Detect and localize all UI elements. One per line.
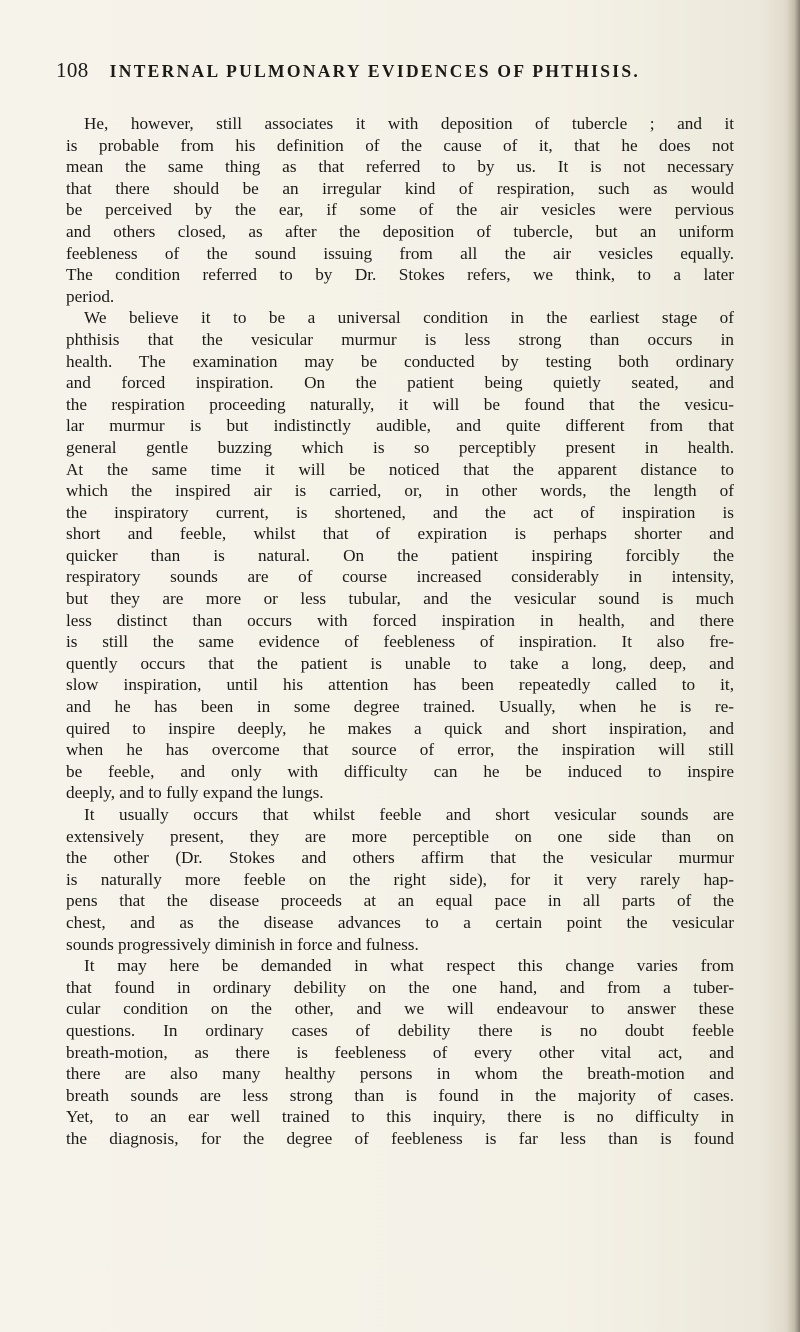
text-line: The condition referred to by Dr. Stokes refers, we think, to a later bbox=[66, 265, 734, 285]
text-line: extensively present, they are more perceptible on one side than on bbox=[66, 826, 734, 846]
page-header bbox=[56, 58, 756, 88]
text-line: and forced inspiration. On the patient being quietly seated, and bbox=[66, 373, 734, 393]
text-line: pens that the disease proceeds at an equal pace in all parts of the bbox=[66, 891, 734, 911]
text-line: Yet, to an ear well trained to this inquiry, there is no difficulty in bbox=[66, 1107, 734, 1127]
text-line: mean the same thing as that referred to by us. It is not necessary bbox=[66, 157, 734, 177]
text-line: and others closed, as after the deposition of tubercle, but an uniform bbox=[66, 221, 734, 241]
text-line: feebleness of the sound issuing from all the air vesicles equally. bbox=[66, 243, 734, 263]
text-line: respiratory sounds are of course increased considerably in intensity, bbox=[66, 567, 734, 587]
text-line: He, however, still associates it with deposition of tubercle ; and it bbox=[84, 114, 734, 133]
text-line: It may here be demanded in what respect this change varies from bbox=[84, 956, 734, 976]
text-line: slow inspiration, until his attention has been repeatedly called to it, bbox=[66, 675, 734, 695]
text-line: is naturally more feeble on the right side), for it very rarely hap- bbox=[66, 869, 734, 889]
text-line: which the inspired air is carried, or, in other words, the length of bbox=[66, 481, 734, 501]
text-line: cular condition on the other, and we will endeavour to answer these bbox=[66, 999, 734, 1019]
text-line: health. The examination may be conducted by testing both ordinary bbox=[66, 351, 734, 371]
text-line: deeply, and to fully expand the lungs. bbox=[66, 783, 324, 803]
text-line: We believe it to be a universal condition in the earliest stage of bbox=[84, 308, 734, 328]
text-line: period. bbox=[66, 286, 115, 306]
text-line: and he has been in some degree trained. Usually, when he is re- bbox=[66, 697, 734, 717]
text-line: quently occurs that the patient is unable to take a long, deep, and bbox=[66, 653, 734, 673]
page-edge-shadow bbox=[786, 0, 800, 1332]
text-line: quicker than is natural. On the patient inspiring forcibly the bbox=[66, 545, 734, 565]
text-line: the diagnosis, for the degree of feebleness is far less than is found bbox=[66, 1128, 734, 1148]
text-line: questions. In ordinary cases of debility there is no doubt feeble bbox=[66, 1020, 734, 1040]
text-line: there are also many healthy persons in whom the breath-motion and bbox=[66, 1064, 734, 1084]
text-line: short and feeble, whilst that of expiration is perhaps shorter and bbox=[66, 524, 734, 544]
text-line: the inspiratory current, is shortened, and the act of inspiration is bbox=[66, 502, 734, 522]
text-line: but they are more or less tubular, and the vesicular sound is much bbox=[66, 589, 734, 609]
text-line: general gentle buzzing which is so perceptibly present in health. bbox=[66, 437, 734, 457]
text-line: chest, and as the disease advances to a certain point the vesicular bbox=[66, 912, 734, 932]
text-line: is still the same evidence of feebleness of inspiration. It also fre- bbox=[66, 632, 734, 652]
text-line: that found in ordinary debility on the one hand, and from a tuber- bbox=[66, 977, 734, 997]
text-line: At the same time it will be noticed that the apparent distance to bbox=[66, 459, 734, 479]
text-line: phthisis that the vesicular murmur is less strong than occurs in bbox=[66, 329, 734, 349]
text-line: breath-motion, as there is feebleness of every other vital act, and bbox=[66, 1042, 734, 1062]
text-line: lar murmur is but indistinctly audible, and quite different from that bbox=[66, 416, 734, 436]
text-line: the respiration proceeding naturally, it will be found that the vesicu- bbox=[66, 394, 734, 414]
text-line: the other (Dr. Stokes and others affirm that the vesicular murmur bbox=[66, 848, 734, 868]
running-title: INTERNAL PULMONARY EVIDENCES OF PHTHISIS. bbox=[109, 61, 641, 81]
text-line: when he has overcome that source of error, the inspiration will still bbox=[66, 740, 734, 760]
body-text bbox=[66, 113, 734, 1150]
text-line: that there should be an irregular kind of respiration, such as would bbox=[66, 178, 734, 198]
text-line: breath sounds are less strong than is found in the majority of cases. bbox=[66, 1085, 734, 1105]
text-line: be feeble, and only with difficulty can he be induced to inspire bbox=[66, 761, 734, 781]
text-line: is probable from his definition of the cause of it, that he does not bbox=[66, 135, 734, 155]
text-line: sounds progressively diminish in force and fulness. bbox=[66, 934, 419, 954]
text-line: quired to inspire deeply, he makes a quick and short inspiration, and bbox=[66, 718, 734, 738]
text-line: be perceived by the ear, if some of the air vesicles were pervious bbox=[66, 200, 734, 220]
text-line: It usually occurs that whilst feeble and short vesicular sounds are bbox=[84, 805, 734, 824]
text-line: less distinct than occurs with forced inspiration in health, and there bbox=[66, 610, 734, 630]
page-number: 108 bbox=[56, 58, 89, 82]
